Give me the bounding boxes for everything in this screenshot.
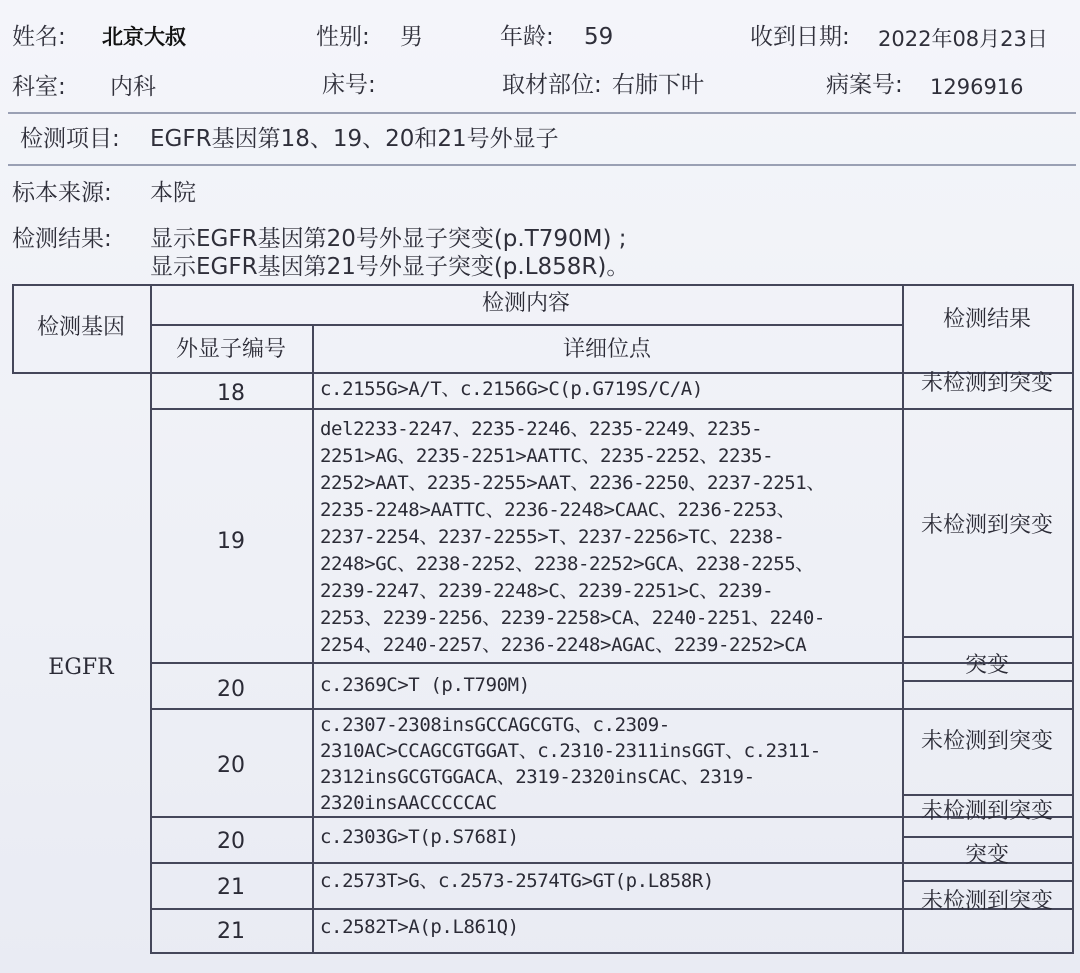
result-divider-4	[902, 836, 1072, 838]
row-1-exon: 18	[217, 381, 245, 406]
exon-col-border	[312, 324, 314, 954]
gene-egfr: EGFR	[48, 655, 114, 680]
dept-label: 科室:	[12, 74, 66, 100]
row-2-site-line-3: 2252>AAT、2235-2255>AAT、2236-2250、2237-2251、	[320, 472, 825, 494]
row-3-sites: c.2369C>T (p.T790M)	[320, 674, 530, 696]
received-date-value: 2022年08月23日	[878, 27, 1048, 51]
sample-source-value: 本院	[150, 180, 196, 206]
row-4-site-line-4: 2320insAACCCCCAC	[320, 792, 497, 814]
row-7-result: 未检测到突变	[920, 889, 1053, 914]
row-7-sites: c.2582T>A(p.L861Q)	[320, 916, 519, 938]
row-2-site-line-5: 2237-2254、2237-2255>T、2237-2256>TC、2238-	[320, 526, 785, 548]
row-2-site-line-7: 2239-2247、2239-2248>C、2239-2251>C、2239-	[320, 580, 774, 602]
row-2-site-line-2: 2251>AG、2235-2251>AATTC、2235-2252、2235-	[320, 445, 774, 467]
received-date-label: 收到日期:	[750, 24, 850, 50]
row-5-result: 未检测到突变	[920, 799, 1053, 824]
row-1-sites: c.2155G>A/T、c.2156G>C(p.G719S/C/A)	[320, 378, 703, 400]
row-line-3	[150, 708, 1074, 710]
row-5-sites: c.2303G>T(p.S768I)	[320, 826, 519, 848]
row-5-exon: 20	[217, 829, 245, 854]
case-number-value: 1296916	[930, 75, 1024, 99]
test-item-value: EGFR基因第18、19、20和21号外显子	[150, 126, 559, 152]
row-3-exon: 20	[217, 677, 245, 702]
dept-value: 内科	[110, 74, 156, 100]
row-2-site-line-8: 2253、2239-2256、2239-2258>CA、2240-2251、2240-	[320, 607, 825, 629]
result-divider-5	[902, 880, 1072, 882]
row-4-site-line-3: 2312insGCGTGGACA、2319-2320insCAC、2319-	[320, 766, 755, 788]
table-border-right	[1072, 284, 1074, 954]
table-border-bottom	[150, 952, 1074, 954]
result-divider-2	[902, 680, 1072, 682]
divider-top	[8, 112, 1076, 114]
result-line-1: 显示EGFR基因第20号外显子突变(p.T790M) ;	[150, 226, 627, 252]
row-4-exon: 20	[217, 753, 245, 778]
header-content: 检测内容	[481, 291, 570, 316]
result-divider-3	[902, 794, 1072, 796]
row-4-site-line-2: 2310AC>CCAGCGTGGAT、c.2310-2311insGGT、c.2311-	[320, 740, 821, 762]
row-2-site-line-4: 2235-2248>AATTC、2236-2248>CAAC、2236-2253、	[320, 499, 796, 521]
row-line-1	[150, 408, 1074, 410]
name-value: 北京大叔	[102, 24, 186, 49]
case-number-label: 病案号:	[826, 72, 903, 98]
row-2-site-line-9: 2254、2240-2257、2236-2248>AGAC、2239-2252>CA	[320, 634, 807, 656]
row-7-exon: 21	[217, 919, 245, 944]
header-split	[150, 324, 902, 326]
table-border-top	[12, 284, 1074, 286]
header-result: 检测结果	[942, 307, 1031, 332]
row-4-site-line-1: c.2307-2308insGCCAGCGTG、c.2309-	[320, 714, 670, 736]
sample-site-label: 取材部位:	[502, 72, 602, 98]
bed-label: 床号:	[322, 72, 376, 98]
header-sites: 详细位点	[562, 337, 651, 362]
sample-source-label: 标本来源:	[12, 180, 112, 206]
age-value: 59	[584, 24, 614, 50]
result-line-2: 显示EGFR基因第21号外显子突变(p.L858R)。	[150, 254, 630, 280]
row-1-result: 未检测到突变	[920, 371, 1053, 396]
mutation-table	[12, 284, 1074, 954]
row-2-result: 未检测到突变	[920, 513, 1053, 538]
row-2-exon: 19	[217, 529, 245, 554]
row-2-site-line-1: del2233-2247、2235-2246、2235-2249、2235-	[320, 418, 763, 440]
age-label: 年龄:	[500, 24, 554, 50]
result-label: 检测结果:	[12, 226, 112, 252]
header-exon: 外显子编号	[175, 337, 286, 362]
row-3-result: 突变	[964, 653, 1009, 678]
row-6-sites: c.2573T>G、c.2573-2574TG>GT(p.L858R)	[320, 870, 714, 892]
row-6-result: 突变	[964, 843, 1009, 868]
name-label: 姓名:	[12, 24, 66, 50]
header-gene: 检测基因	[36, 315, 125, 340]
test-item-label: 检测项目:	[20, 126, 120, 152]
row-4-result: 未检测到突变	[920, 729, 1053, 754]
result-divider-1	[902, 636, 1072, 638]
row-2-site-line-6: 2248>GC、2238-2252、2238-2252>GCA、2238-2255、	[320, 553, 814, 575]
row-6-exon: 21	[217, 875, 245, 900]
divider-mid	[8, 164, 1076, 166]
gender-value: 男	[400, 24, 423, 50]
sample-site-value: 右肺下叶	[612, 72, 704, 98]
gender-label: 性别:	[316, 24, 370, 50]
